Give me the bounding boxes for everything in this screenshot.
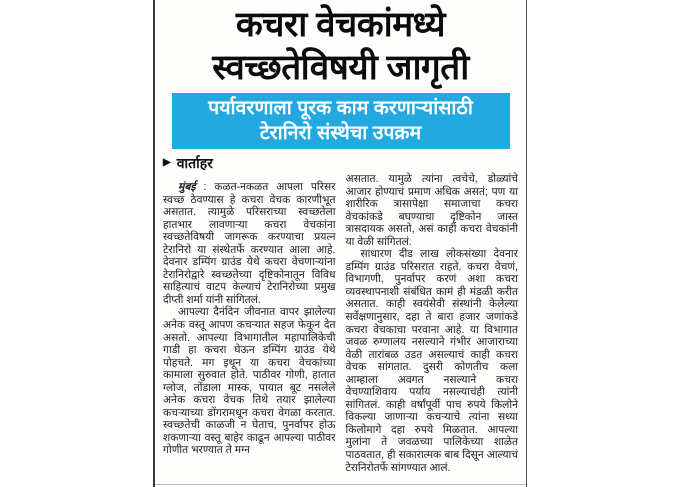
byline (163, 155, 518, 171)
headline-line-2: स्वच्छतेविषयी जागृती (212, 48, 469, 87)
paragraph: असतात. यामुळे त्यांना त्वचेचे, डोळ्यांचे आजार होण्याचं प्रमाण अधिक असतं; पण या शारीरिक त्रासापेक्षा समाजाचा कचरा वेचकांकडे बघण्याचा दृष्टिकोन जास्त त्रासदायक असतो, असं काही कचरा वेचकांनी या वेळी सांगितलं. (345, 173, 518, 248)
byline-label: वार्ताहर (176, 154, 213, 171)
subhead-line-1: पर्यावरणाला पूरक काम करणाऱ्यांसाठी (208, 97, 473, 119)
body-column-1 (163, 173, 336, 474)
paragraph (163, 181, 336, 306)
subhead-line-2: टेरानिरो संस्थेचा उपक्रम (259, 122, 422, 144)
headline-line-1: कचरा वेचकांमध्ये (235, 5, 446, 44)
paragraph: आपल्या दैनंदिन जीवनात वापर झालेल्या अनेक वस्तू आपण कचऱ्यात सहज फेकून देत असतो. आपल्या विभागातील महापालिकेची गाडी हा कचरा घेऊन डम्पिंग ग्राउंड येथे पोहचते. मग इथून या कचरा वेचकांच्या कामाला सुरुवात होते. पाठीवर गोणी, हातात ग्लोज, तोंडाला मास्क, पायात बूट नसलेले अनेक कचरा वेचक तिथे तयार झालेल्या कचऱ्याच्या डोंगरामधून कचरा वेगळा करतात. स्वच्छतेची काळजी न घेताच, पुनर्वापर होऊ शकणाऱ्या वस्तू बाहेर काढून आपल्या पाठीवर गोणीत भरण्यात ते मग्न (163, 306, 336, 457)
article-headline (163, 3, 518, 89)
dateline: मुंबई (178, 181, 196, 193)
subhead-box (172, 93, 510, 149)
dateline-separator: : (195, 181, 215, 193)
article-container (153, 0, 527, 487)
bottom-divider (155, 484, 526, 485)
paragraph-text: कळत-नकळत आपला परिसर स्वच्छ ठेवण्यास हे कचरा वेचक कारणीभूत असतात. त्यामुळे परिसराच्या स्वच्छतेला हातभार लावणाऱ्या कचरा वेचकांना स्वच्छतेविषयी जागरूक करण्याचा प्रयत्न टेरानिरो या संस्थेतर्फे करण्यात आला आहे. देवनार डम्पिंग ग्राउंड येथे कचरा वेचणाऱ्यांना टेरानिरोद्वारे स्वच्छतेच्या दृष्टिकोनातून विविध साहित्याचं वाटप केल्याचं टेरानिरोच्या प्रमुख दीप्ती शर्मा यांनी सांगितलं. (163, 181, 336, 306)
paragraph: साधारण दीड लाख लोकसंख्या देवनार डम्पिंग ग्राउंड परिसरात राहते. कचरा वेचणं, विभागणी, पुनर्वापर करणं अशा कचरा व्यवस्थापनाशी संबंधित कामं ही मंडळी करीत असतात. काही स्वयंसेवी संस्थांनी केलेल्या सर्वेक्षणानुसार, दहा ते बारा हजार जणांकडे कचरा वेचकाचा परवाना आहे. या विभागात जवळ रुग्णालय नसल्याने गंभीर आजाराच्या वेळी तारांबळ उडत असल्याचं काही कचरा वेचक सांगतात. दुसरी कोणतीच कला आम्हाला अवगत नसल्याने कचरा वेचण्याशिवाय पर्याय नसल्याचंही त्यांनी सांगितलं. काही वर्षांपूर्वी पाच रुपये किलोने विकल्या जाणाऱ्या कचऱ्याचे त्यांना सध्या किलोमागे दहा रुपये मिळतात. आपल्या मुलांना ते जवळच्या पालिकेच्या शाळेत पाठवतात, ही सकारात्मक बाब दिसून आल्याचं टेरानिरोतर्फे सांगण्यात आलं. (345, 248, 518, 474)
body-column-2 (346, 173, 519, 474)
byline-triangle-icon: ▶ (163, 157, 171, 168)
article-body (163, 173, 518, 474)
